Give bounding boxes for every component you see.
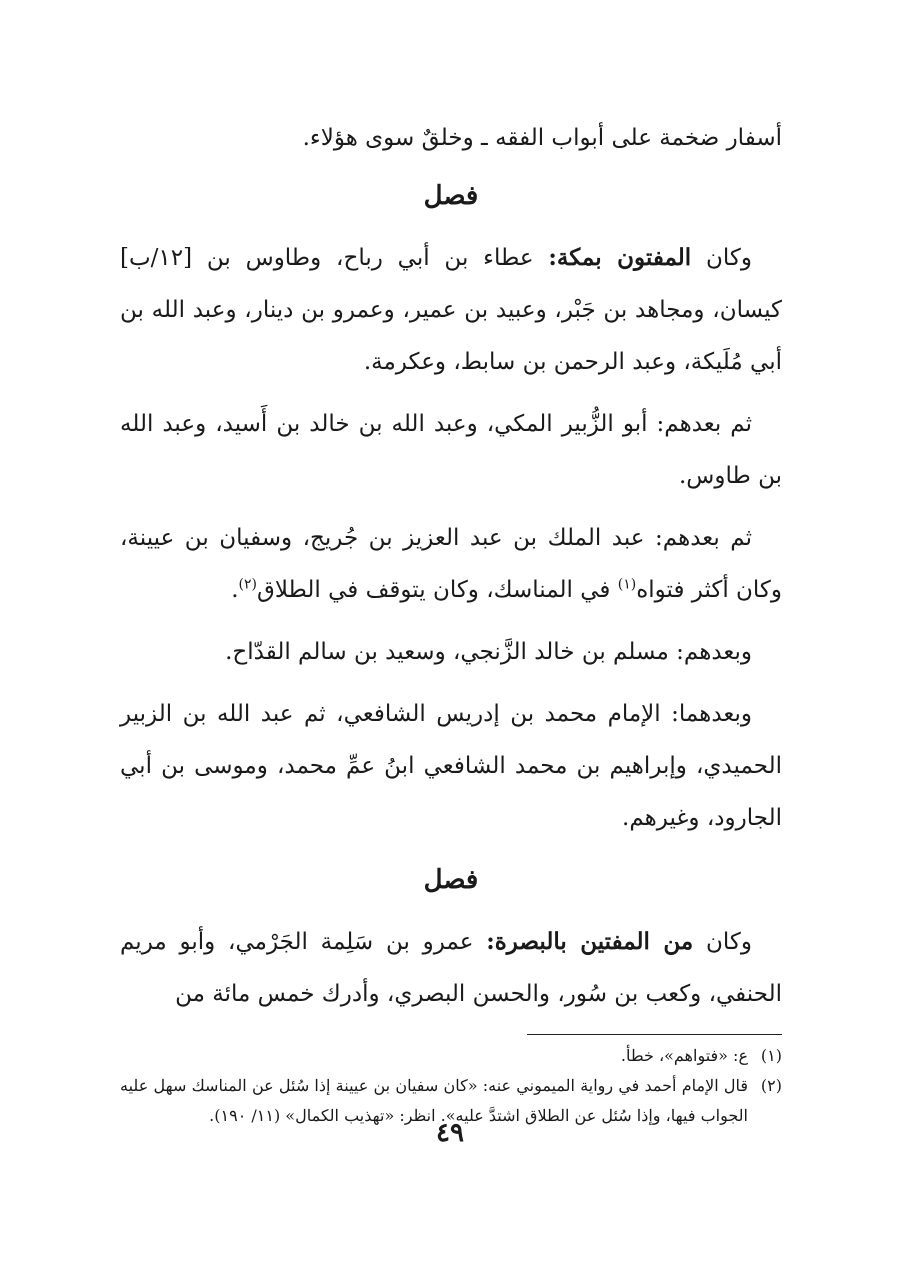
section-heading: فصل — [423, 865, 479, 895]
footnote-divider — [527, 1034, 782, 1035]
paragraph-text: عمرو بن سَلِمة الجَرْمي، وأبو مريم الحنفي، وكعب بن سُور، والحسن البصري، وأدرك خمس مائة من — [120, 929, 782, 1007]
footnote-number: (١) — [760, 1046, 782, 1065]
page-body — [120, 112, 782, 1131]
footnote-text: قال الإمام أحمد في رواية الميموني عنه: «كان سفيان بن عيينة إذا سُئل عن المناسك سهل عليه الجواب فيها، وإذا سُئل عن الطلاق اشتدَّ عليه». انظر: «تهذيب الكمال» (١١/ ١٩٠). — [120, 1076, 748, 1125]
paragraph-text: ثم بعدهم: عبد الملك بن عبد العزيز بن جُريج، وسفيان بن عيينة، وكان أكثر فتواه — [120, 525, 782, 603]
paragraph-after-them-2 — [120, 512, 782, 616]
paragraph-basra-muftis — [120, 916, 782, 1020]
page-number: ٤٩ — [436, 1118, 464, 1148]
paragraph-prefix: وكان — [691, 245, 752, 271]
paragraph-continuation: أسفار ضخمة على أبواب الفقه ـ وخلقٌ سوى هؤلاء. — [302, 125, 782, 151]
footnote-text: ع: «فتواهم»، خطأ. — [620, 1046, 748, 1065]
footnote-ref-1[interactable]: (١) — [617, 576, 637, 593]
footnote-ref-2[interactable]: (٢) — [238, 576, 257, 593]
paragraph-after-both: وبعدهما: الإمام محمد بن إدريس الشافعي، ثم عبد الله بن الزبير الحميدي، وإبراهيم بن محمد الشافعي ابنُ عمِّ محمد، وموسى بن أبي الجارود، وغيرهم. — [120, 701, 782, 831]
paragraph-text: . — [231, 577, 239, 603]
paragraph-after-them-1: ثم بعدهم: أبو الزُّبير المكي، وعبد الله بن خالد بن أَسيد، وعبد الله بن طاوس. — [120, 411, 782, 489]
paragraph-mecca-muftis — [120, 232, 782, 388]
section-heading: فصل — [423, 181, 479, 211]
bold-lead: المفتون بمكة: — [548, 244, 692, 271]
footnote-number: (٢) — [760, 1076, 782, 1095]
paragraph-prefix: وكان — [693, 929, 752, 955]
paragraph-text: في المناسك، وكان يتوقف في الطلاق — [256, 577, 618, 603]
bold-lead: من المفتين بالبصرة: — [486, 928, 694, 955]
paragraph-after-them-3: وبعدهم: مسلم بن خالد الزَّنجي، وسعيد بن سالم القدّاح. — [225, 639, 752, 665]
footnote-1 — [120, 1041, 782, 1071]
paragraph-text: عطاء بن أبي رباح، وطاوس بن [١٢/ب] كيسان، ومجاهد بن جَبْر، وعبيد بن عمير، وعمرو بن دينار، وعبد الله بن أبي مُلَيكة، وعبد الرحمن بن سابط، وعكرمة. — [120, 245, 782, 375]
